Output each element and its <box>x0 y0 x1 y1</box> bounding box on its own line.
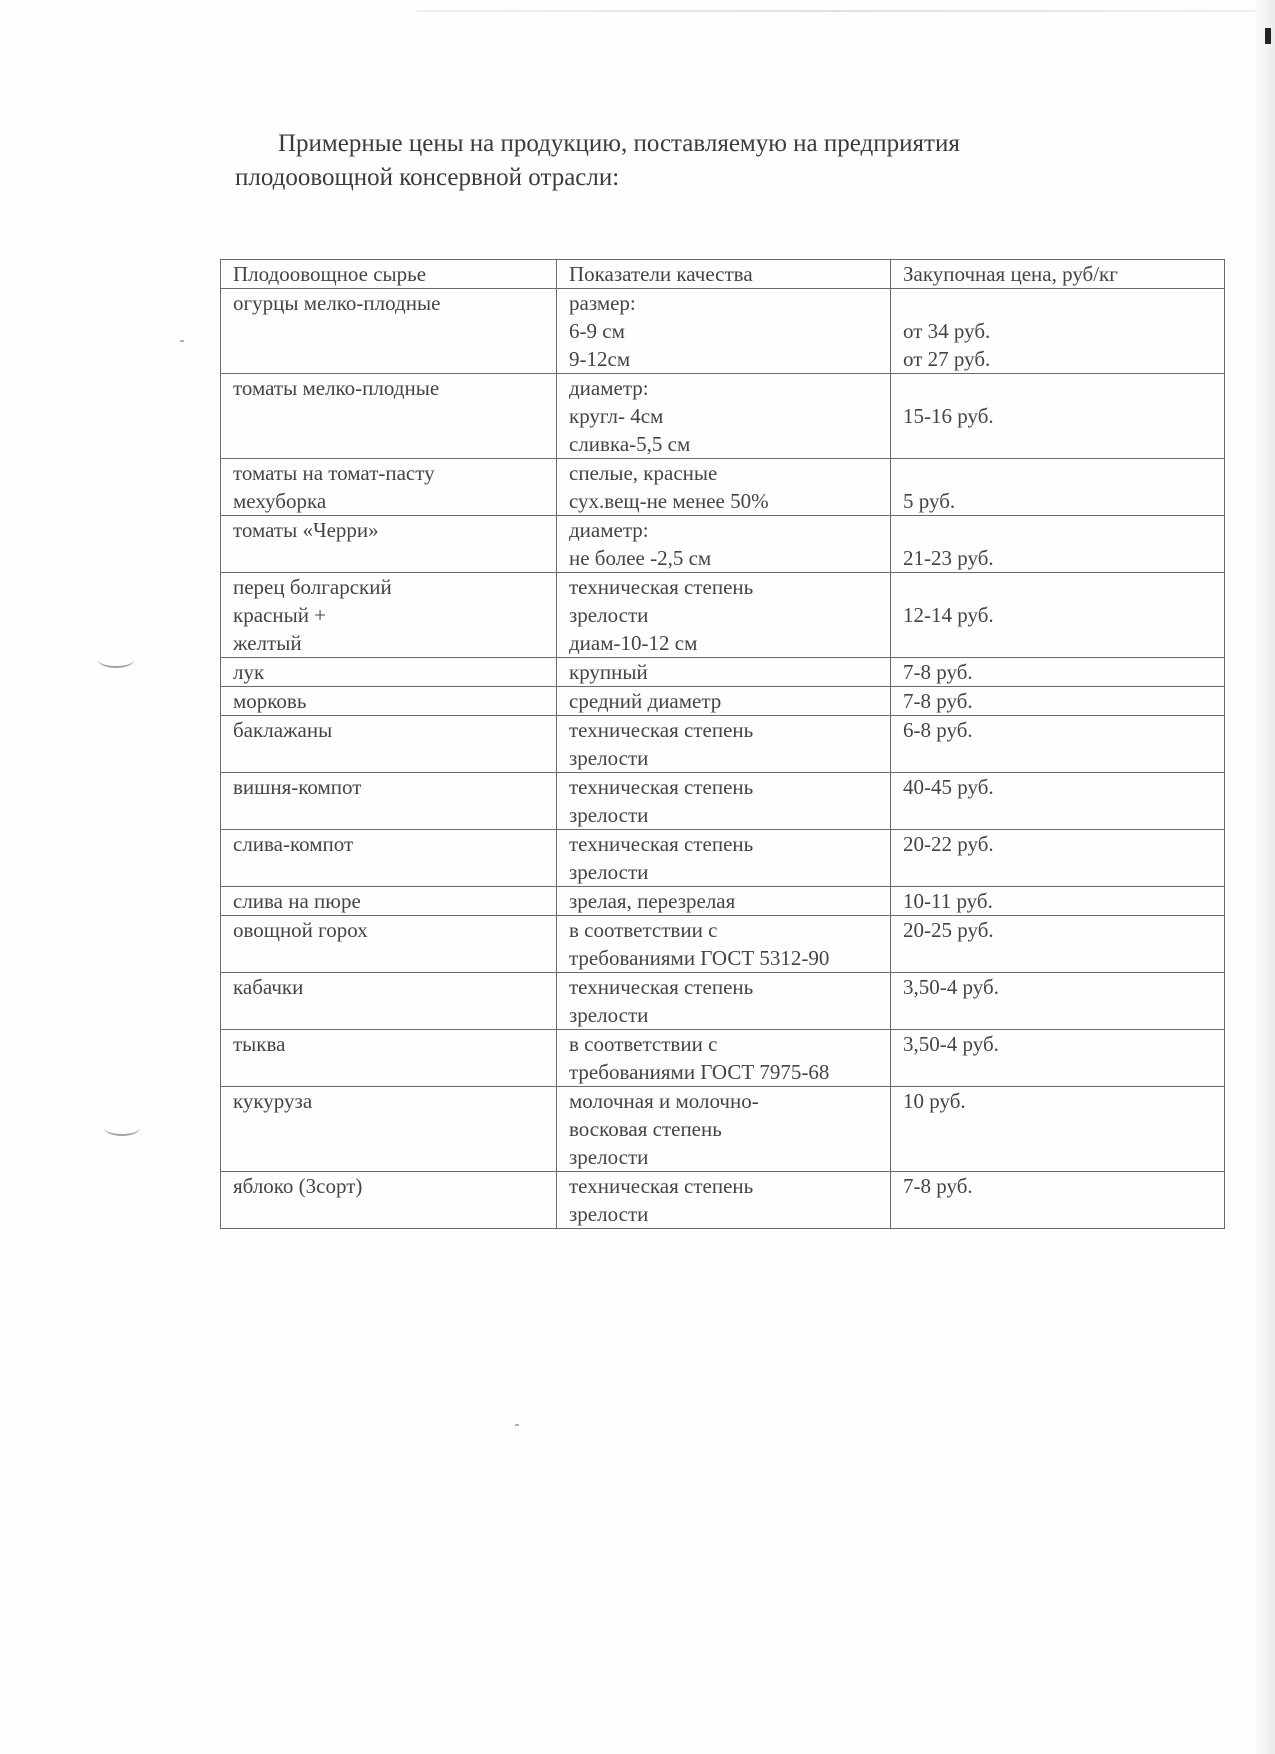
column-header-quality: Показатели качества <box>557 260 891 289</box>
scan-speck <box>180 340 184 342</box>
cell-product: баклажаны <box>221 716 557 773</box>
cell-price: 12-14 руб. <box>891 573 1225 658</box>
scan-right-shadow <box>1253 0 1275 1754</box>
cell-quality: техническая степень зрелости <box>557 1172 891 1229</box>
cell-price: 5 руб. <box>891 459 1225 516</box>
table-row <box>221 687 1225 716</box>
cell-price: 3,50-4 руб. <box>891 1030 1225 1087</box>
table-row <box>221 289 1225 374</box>
table-row <box>221 459 1225 516</box>
cell-quality: техническая степень зрелости <box>557 716 891 773</box>
cell-product: вишня-компот <box>221 773 557 830</box>
cell-price: 10-11 руб. <box>891 887 1225 916</box>
table-row <box>221 916 1225 973</box>
cell-quality: в соответствии с требованиями ГОСТ 5312-90 <box>557 916 891 973</box>
cell-quality: в соответствии с требованиями ГОСТ 7975-68 <box>557 1030 891 1087</box>
document-heading <box>235 127 1115 195</box>
table-row <box>221 830 1225 887</box>
cell-product: перец болгарский красный + желтый <box>221 573 557 658</box>
cell-product: томаты на томат-пасту мехуборка <box>221 459 557 516</box>
cell-price: 10 руб. <box>891 1087 1225 1172</box>
cell-price: 7-8 руб. <box>891 658 1225 687</box>
table-row <box>221 573 1225 658</box>
cell-price: 21-23 руб. <box>891 516 1225 573</box>
cell-quality: техническая степень зрелости <box>557 773 891 830</box>
cell-product: слива-компот <box>221 830 557 887</box>
cell-quality: техническая степень зрелости <box>557 830 891 887</box>
table-body <box>221 289 1225 1229</box>
table-row <box>221 516 1225 573</box>
cell-price: 40-45 руб. <box>891 773 1225 830</box>
scan-speck <box>515 1424 519 1426</box>
cell-product: кабачки <box>221 973 557 1030</box>
table-row <box>221 973 1225 1030</box>
cell-quality: спелые, красные сух.вещ-не менее 50% <box>557 459 891 516</box>
cell-product: яблоко (3сорт) <box>221 1172 557 1229</box>
table-row <box>221 1087 1225 1172</box>
cell-product: овощной горох <box>221 916 557 973</box>
cell-price: 20-22 руб. <box>891 830 1225 887</box>
cell-product: томаты мелко-плодные <box>221 374 557 459</box>
cell-price: 3,50-4 руб. <box>891 973 1225 1030</box>
cell-quality: техническая степень зрелости <box>557 973 891 1030</box>
cell-product: кукуруза <box>221 1087 557 1172</box>
scan-corner-mark <box>1265 28 1271 44</box>
heading-line-2: плодоовощной консервной отрасли: <box>235 164 620 191</box>
table-header-row <box>221 260 1225 289</box>
table-row <box>221 773 1225 830</box>
cell-quality: средний диаметр <box>557 687 891 716</box>
cell-price: 7-8 руб. <box>891 687 1225 716</box>
table-row <box>221 716 1225 773</box>
cell-quality: техническая степень зрелости диам-10-12 см <box>557 573 891 658</box>
price-table <box>220 259 1225 1229</box>
table-row <box>221 1172 1225 1229</box>
table-row <box>221 658 1225 687</box>
cell-price: 15-16 руб. <box>891 374 1225 459</box>
column-header-product: Плодоовощное сырье <box>221 260 557 289</box>
table-row <box>221 374 1225 459</box>
table-row <box>221 887 1225 916</box>
cell-quality: диаметр: кругл- 4см сливка-5,5 см <box>557 374 891 459</box>
cell-product: тыква <box>221 1030 557 1087</box>
cell-product: слива на пюре <box>221 887 557 916</box>
hole-punch-mark <box>98 652 134 668</box>
cell-price: 6-8 руб. <box>891 716 1225 773</box>
cell-quality: молочная и молочно- восковая степень зрелости <box>557 1087 891 1172</box>
scan-edge-line <box>415 10 1255 12</box>
table-row <box>221 1030 1225 1087</box>
cell-quality: размер: 6-9 см 9-12см <box>557 289 891 374</box>
cell-product: лук <box>221 658 557 687</box>
cell-quality: диаметр: не более -2,5 см <box>557 516 891 573</box>
cell-product: томаты «Черри» <box>221 516 557 573</box>
hole-punch-mark <box>104 1120 140 1136</box>
heading-line-1: Примерные цены на продукцию, поставляемую на предприятия <box>278 130 960 157</box>
column-header-price: Закупочная цена, руб/кг <box>891 260 1225 289</box>
cell-price: от 34 руб. от 27 руб. <box>891 289 1225 374</box>
cell-product: огурцы мелко-плодные <box>221 289 557 374</box>
cell-product: морковь <box>221 687 557 716</box>
cell-price: 7-8 руб. <box>891 1172 1225 1229</box>
cell-quality: крупный <box>557 658 891 687</box>
cell-price: 20-25 руб. <box>891 916 1225 973</box>
cell-quality: зрелая, перезрелая <box>557 887 891 916</box>
